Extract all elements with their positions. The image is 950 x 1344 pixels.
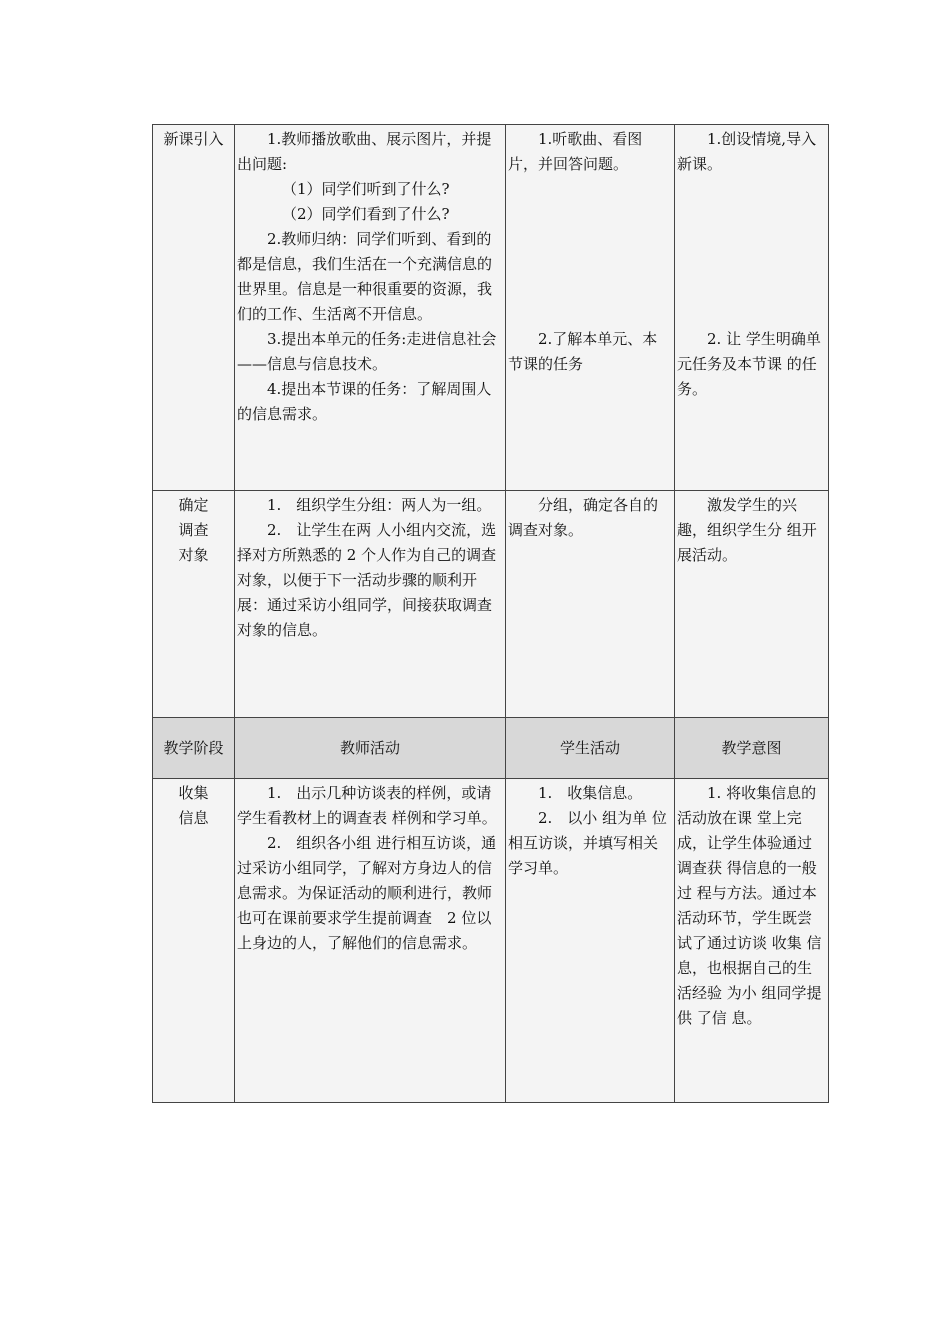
stage-cell bbox=[153, 779, 235, 1103]
teacher-activity-item: （1）同学们听到了什么? bbox=[282, 180, 450, 198]
table-row bbox=[153, 491, 829, 718]
stage-label: 信息 bbox=[178, 809, 209, 827]
intent-item: 1. 将收集信息的 活动放在课 堂上完成，让学生体验通过调查获 得信息的一般过 程与方法。通过本活动环节，学生既尝试了通过访谈 收集 信息，也根据自己的生活经验 为小 组同学提供 了信 息。 bbox=[677, 784, 822, 1027]
student-activity-item: 1.听歌曲、看图片，并回答问题。 bbox=[508, 130, 643, 173]
table-row bbox=[153, 779, 829, 1103]
student-activity-cell bbox=[506, 125, 675, 491]
stage-label: 对象 bbox=[178, 546, 209, 564]
teacher-activity-item: 3.提出本单元的任务:走进信息社会——信息与信息技术。 bbox=[237, 330, 497, 373]
teacher-activity-item: 2. 组织各小组 进行相互访谈，通过采访小组同学，了解对方身边人的信息需求。为保证活动的顺利进行，教师也可在课前要求学生提前调查 2 位以上身边的人，了解他们的信息需求。 bbox=[237, 834, 497, 952]
stage-label: 收集 bbox=[178, 784, 209, 802]
stage-label: 调查 bbox=[178, 521, 209, 539]
table-row bbox=[153, 125, 829, 491]
lesson-plan-table bbox=[152, 124, 829, 1103]
teacher-activity-item: 1. 组织学生分组：两人为一组。 bbox=[267, 496, 492, 514]
table-header-row bbox=[153, 718, 829, 779]
teacher-activity-item: （2）同学们看到了什么? bbox=[282, 205, 450, 223]
student-activity-item: 分组，确定各自的调查对象。 bbox=[508, 496, 659, 539]
teacher-activity-cell bbox=[235, 491, 506, 718]
column-header: 学生活动 bbox=[506, 718, 675, 779]
stage-label: 新课引入 bbox=[163, 130, 224, 148]
intent-item: 2. 让 学生明确单 元任务及本节课 的任务。 bbox=[677, 330, 821, 398]
student-activity-cell bbox=[506, 491, 675, 718]
intent-cell bbox=[675, 779, 829, 1103]
stage-cell bbox=[153, 125, 235, 491]
teacher-activity-item: 1. 出示几种访谈表的样例，或请学生看教材上的调查表 样例和学习单。 bbox=[237, 784, 497, 827]
column-header: 教学意图 bbox=[675, 718, 829, 779]
intent-cell bbox=[675, 125, 829, 491]
student-activity-item: 1. 收集信息。 bbox=[538, 784, 643, 802]
intent-item: 激发学生的兴趣，组织学生分 组开 展活动。 bbox=[677, 496, 817, 564]
teacher-activity-item: 2.教师归纳：同学们听到、看到的都是信息，我们生活在一个充满信息的世界里。信息是一种很重要的资源，我们的工作、生活离不开信息。 bbox=[237, 230, 493, 323]
teacher-activity-cell bbox=[235, 779, 506, 1103]
teacher-activity-cell bbox=[235, 125, 506, 491]
student-activity-item: 2.了解本单元、本节课的任务 bbox=[508, 330, 658, 373]
stage-label: 确定 bbox=[178, 496, 209, 514]
intent-cell bbox=[675, 491, 829, 718]
student-activity-item: 2. 以小 组为单 位 相互访谈，并填写相关学习单。 bbox=[508, 809, 667, 877]
teacher-activity-item: 1.教师播放歌曲、展示图片，并提出问题: bbox=[237, 130, 492, 173]
intent-item: 1.创设情境,导入新课。 bbox=[677, 130, 817, 173]
column-header: 教师活动 bbox=[235, 718, 506, 779]
student-activity-cell bbox=[506, 779, 675, 1103]
teacher-activity-item: 4.提出本节课的任务：了解周围人的信息需求。 bbox=[237, 380, 492, 423]
column-header: 教学阶段 bbox=[153, 718, 235, 779]
teacher-activity-item: 2. 让学生在两 人小组内交流，选择对方所熟悉的 2 个人作为自己的调查对象，以便于下一活动步骤的顺利开展：通过采访小组同学，间接获取调查对象的信息。 bbox=[237, 521, 497, 639]
stage-cell bbox=[153, 491, 235, 718]
